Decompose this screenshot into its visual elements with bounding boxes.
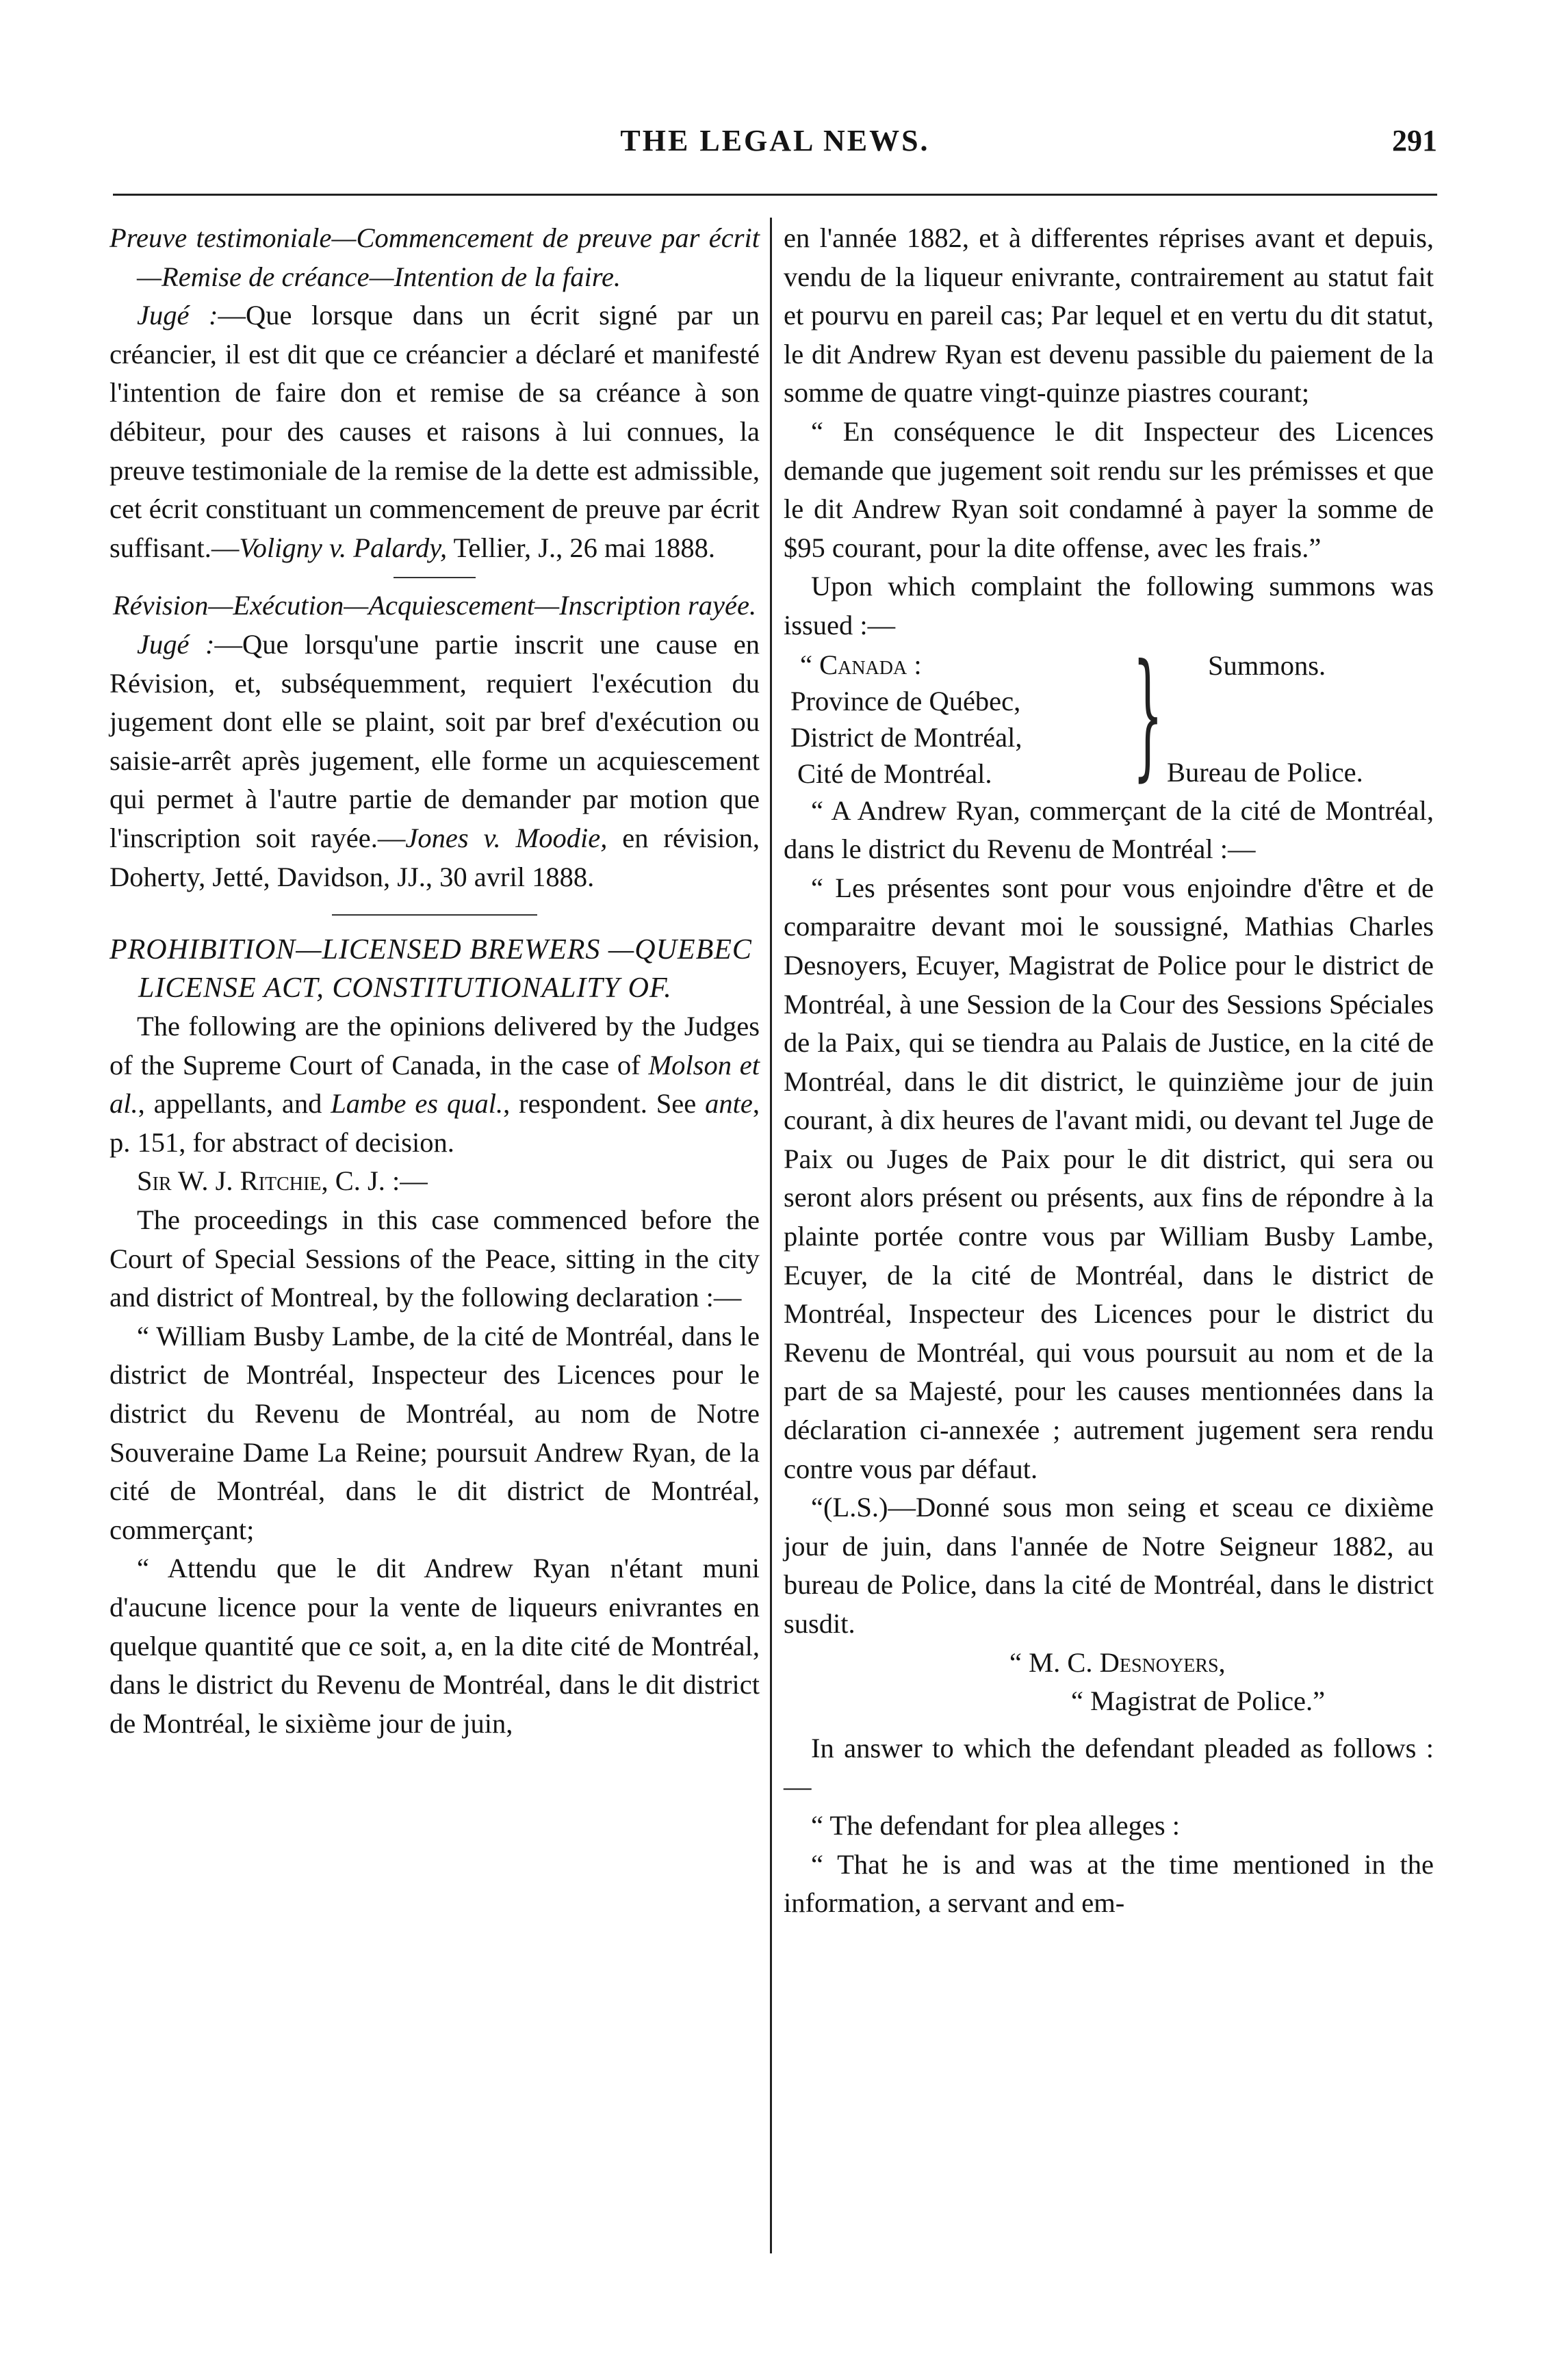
left-paragraph-1: The proceedings in this case commenced before the Court of Special Sessions of the Peace, sitting in the city and district of Montreal, by the following declaration :— [109,1204,760,1313]
left-column [109,219,760,1743]
case1-body [109,296,760,567]
intro-text-a: The following are the opinions delivered by the Judges of the Supreme Court of Canada, in the case of [109,1011,760,1081]
signature-title: “ Magistrat de Police.” [1071,1685,1326,1717]
summons-heading-block [784,634,1434,794]
case1-text: —Que lorsque dans un écrit signé par un créancier, il est dit que ce créancier a déclaré et manifesté l'intention de faire don et remise de sa créance à son débiteur, pour des causes et raisons à lui connues, la preuve testimoniale de la remise de la dette est admissible, cet écrit constituant un commencement de preuve par écrit suffisant.— [109,300,760,563]
right-paragraph-4: “ A Andrew Ryan, commerçant de la cité de Montréal, dans le district du Revenu de Montréal :— [784,794,1434,865]
intro-text-b: , appellants, and [138,1088,331,1120]
case1-citation-case: Voligny v. Palardy, [239,532,448,563]
left-paragraph-2: “ William Busby Lambe, de la cité de Montréal, dans le district de Montréal, Inspecteur des Licences pour le district du Revenu de Montréal, au nom de Notre Souveraine Dame La Reine; poursuit Andrew Ryan, de la cité de Montréal, dans le dit district de Montréal, commerçant; [109,1320,760,1545]
case2-headnote: Révision—Exécution—Acquiescement—Inscription rayée. [112,590,757,621]
case-separator-rule [394,577,476,578]
intro-paragraph [109,1007,760,1162]
summons-line-district: District de Montréal, [790,721,1022,753]
section-heading: PROHIBITION—LICENSED BREWERS —QUEBEC LICENSE ACT, CONSTITUTIONALITY OF. [109,934,752,1005]
intro-case-respondent: Lambe es qual. [331,1088,504,1120]
right-paragraph-1: en l'année 1882, et à differentes réprises avant et depuis, vendu de la liqueur enivrante, contrairement au statut fait et pourvu en pareil cas; Par lequel et en vertu du dit statut, le dit Andrew Ryan est devenu passible du paiement de la somme de quatre vingt-quinze piastres courant; [784,222,1434,409]
judge-attribution: Sir W. J. Ritchie, C. J. :— [137,1165,428,1197]
right-paragraph-2: “ En conséquence le dit Inspecteur des Licences demande que jugement soit rendu sur les prémisses et que le dit Andrew Ryan soit condamné à payer la somme de $95 courant, pour la dite offense, avec les frais.” [784,415,1434,563]
intro-case-appellants: Molson et al. [109,1049,760,1120]
column-divider [770,218,772,2253]
left-paragraph-3: “ Attendu que le dit Andrew Ryan n'étant muni d'aucune licence pour la vente de liqueurs enivrantes en quelque quantité que ce soit, a, en la dite cité de Montréal, dans le district du Revenu de Montréal, dans le dit district de Montréal, le sixième jour de juin, [109,1553,760,1739]
case2-text: —Que lorsqu'une partie inscrit une cause en Révision, et, subséquemment, requiert l'exécution du jugement dont elle se plaint, soit par bref d'exécution ou saisie-arrêt après jugement, elle forme un acquiescement qui permet à l'autre partie de demander par motion que l'inscription soit rayée.— [109,628,760,853]
case2-citation-rest: en révision, Doherty, Jetté, Davidson, JJ., 30 avril 1888. [109,822,760,892]
right-column [784,219,1434,1923]
summons-label: Summons. [1208,649,1326,681]
journal-title: THE LEGAL NEWS. [620,124,930,157]
page-number: 291 [1392,124,1437,157]
summons-line-province: Province de Québec, [790,685,1021,716]
right-paragraph-3: Upon which complaint the following summons was issued :— [784,571,1434,641]
right-paragraph-7: In answer to which the defendant pleaded as follows :— [784,1732,1434,1802]
right-paragraph-5: “ Les présentes sont pour vous enjoindre d'être et de comparaitre devant moi le soussigné, Mathias Charles Desnoyers, Ecuyer, Magistrat de Police pour le district de Montréal, à une Session de la Cour des Sessions Spéciales de la Paix, qui se tiendra au Palais de Justice, en la cité de Montréal, dans le dit district, le quinzième jour de juin courant, à dix heures de l'avant midi, ou devant tel Juge de Paix ou Juges de Paix pour le dit district, qui sera ou seront alors présent ou présents, aux fins de répondre à la plainte portée contre vous par William Busby Lambe, Ecuyer, de la cité de Montréal, dans le district de Montréal, Inspecteur des Licences pour le district du Revenu de Montréal, qui vous poursuit au nom et de la part de sa Majesté, pour les causes mentionnées dans la déclaration ci-annexée ; autrement jugement sera rendu contre vous par défaut. [784,872,1434,1484]
right-paragraph-8: “ The defendant for plea alleges : [811,1809,1180,1841]
intro-text-d: , p. 151, for abstract of decision. [109,1088,760,1158]
case2-citation-case: Jones v. Moodie, [405,822,608,853]
case1-headnote: Preuve testimoniale—Commencement de preuve par écrit—Remise de créance—Intention de la faire. [109,222,760,292]
summons-line-cite: Cité de Montréal. [797,758,992,789]
case2-body [109,625,760,896]
case2-juge-label: Jugé : [137,628,215,660]
bureau-label: Bureau de Police. [1167,756,1363,788]
running-head [113,123,1437,171]
summons-line-canada: “ Canada : [800,649,922,680]
intro-text-c: , respondent. See [503,1088,706,1120]
section-separator-rule [332,914,537,916]
summons-brace: } [1133,634,1163,794]
right-paragraph-6: “(L.S.)—Donné sous mon seing et sceau ce dixième jour de juin, dans l'année de Notre Seigneur 1882, au bureau de Police, dans la cité de Montréal, dans le district susdit. [784,1492,1434,1639]
header-rule [113,194,1437,196]
intro-ante: ante [705,1088,753,1120]
summons-address [790,647,1022,792]
right-paragraph-9: “ That he is and was at the time mentioned in the information, a servant and em- [784,1848,1434,1919]
case1-juge-label: Jugé : [137,300,218,331]
signature-name: “ M. C. Desnoyers, [1009,1646,1226,1678]
case1-citation-rest: Tellier, J., 26 mai 1888. [447,532,715,563]
